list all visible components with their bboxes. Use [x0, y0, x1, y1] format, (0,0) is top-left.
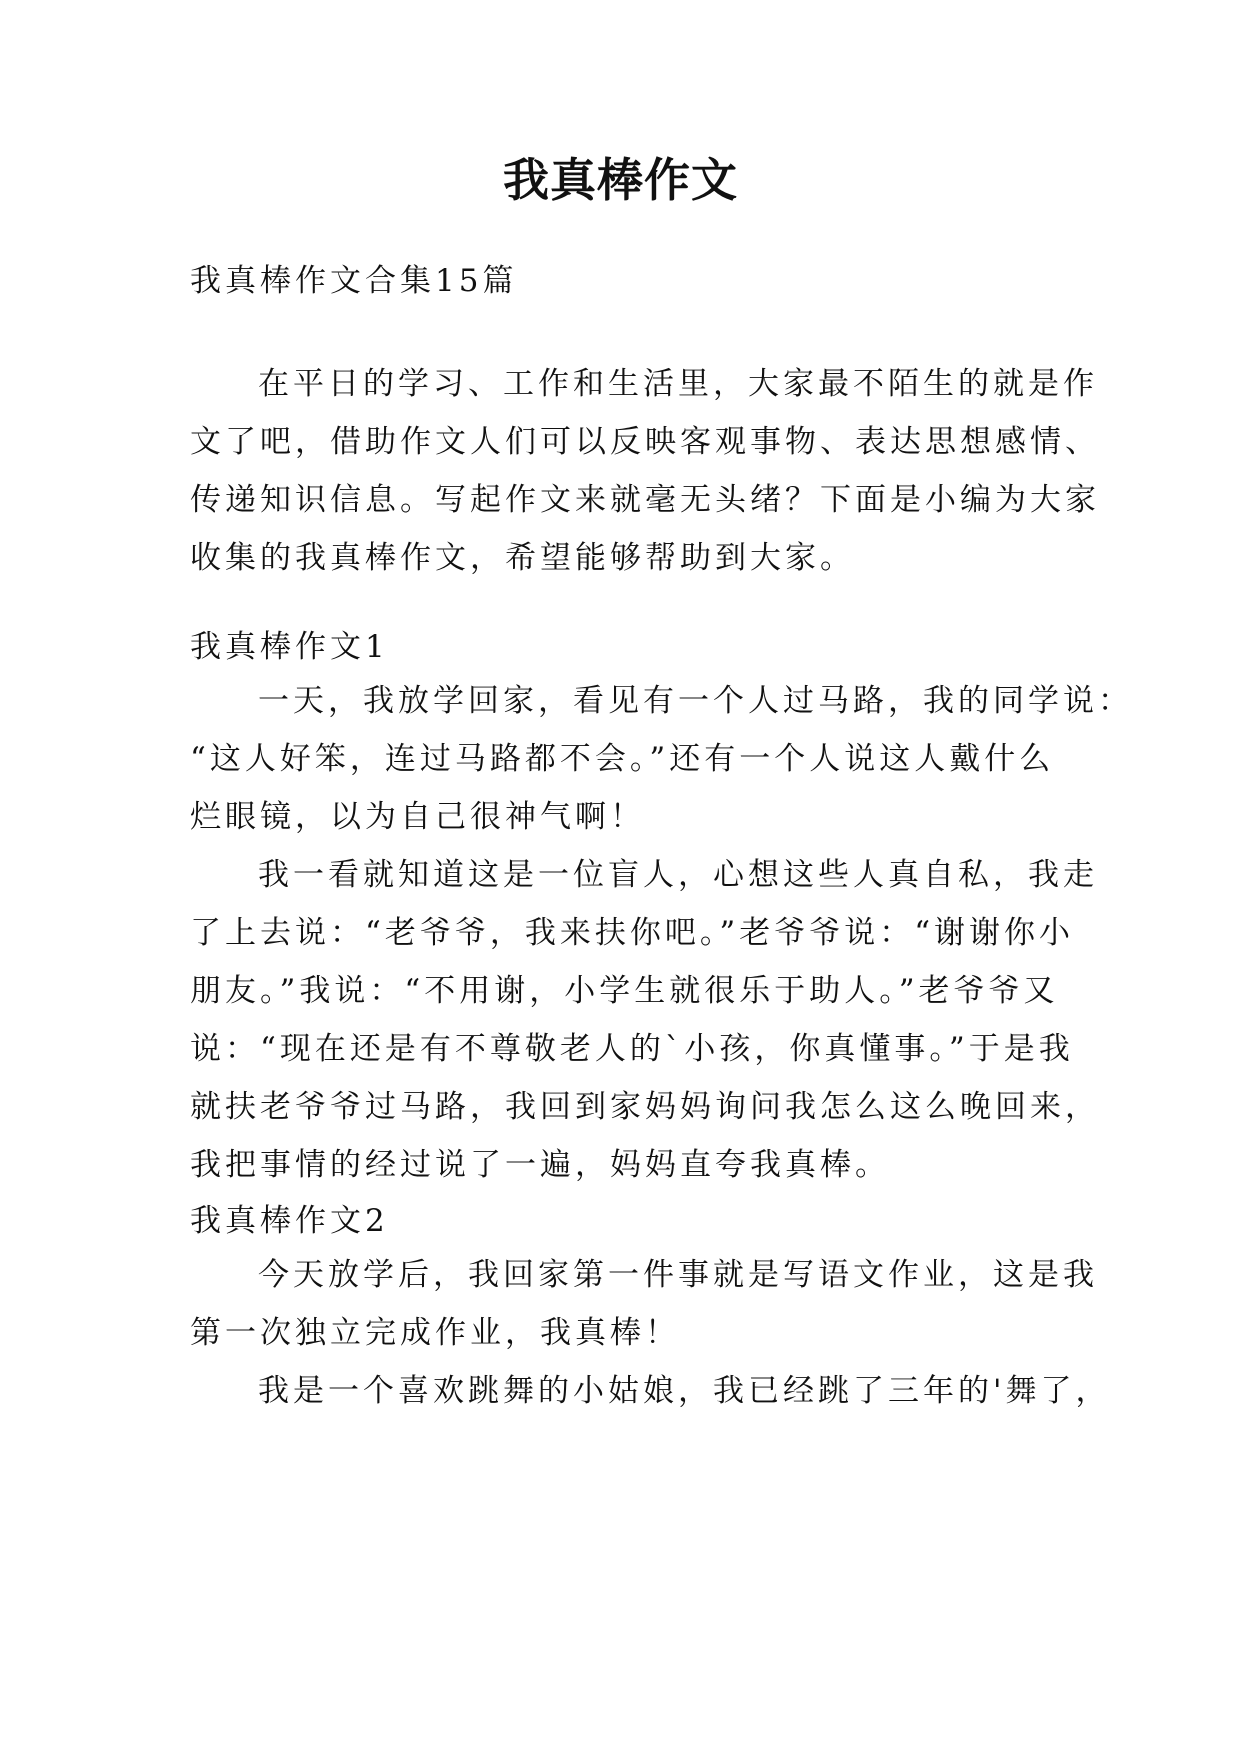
essay-2-line: 我是一个喜欢跳舞的小姑娘，我已经跳了三年的'舞了，	[258, 1373, 1111, 1409]
essay-1-line: 了上去说：“老爷爷，我来扶你吧。”老爷爷说：“谢谢你小	[190, 915, 1075, 951]
essay-1-line: 我一看就知道这是一位盲人，心想这些人真自私，我走	[258, 857, 1098, 893]
essay-1-body	[190, 672, 1133, 1194]
collection-subtitle: 我真棒作文合集15篇	[190, 263, 518, 299]
essay-2-line: 今天放学后，我回家第一件事就是写语文作业，这是我	[258, 1257, 1098, 1293]
intro-line: 传递知识信息。写起作文来就毫无头绪？下面是小编为大家	[190, 482, 1100, 518]
essay-1-line: 一天，我放学回家，看见有一个人过马路，我的同学说：	[258, 683, 1133, 719]
intro-paragraph	[190, 355, 1100, 587]
essay-1-line: 我把事情的经过说了一遍，妈妈直夸我真棒。	[190, 1147, 890, 1183]
essay-1-line: 说：“现在还是有不尊敬老人的`小孩，你真懂事。”于是我	[190, 1031, 1074, 1067]
intro-line: 在平日的学习、工作和生活里，大家最不陌生的就是作	[258, 366, 1098, 402]
essay-2-body	[190, 1246, 1111, 1420]
intro-line: 收集的我真棒作文，希望能够帮助到大家。	[190, 540, 855, 576]
essay-1-heading: 我真棒作文1	[190, 629, 389, 665]
essay-1-line: 就扶老爷爷过马路，我回到家妈妈询问我怎么这么晚回来，	[190, 1089, 1100, 1125]
essay-1-line: 朋友。”我说：“不用谢，小学生就很乐于助人。”老爷爷又	[190, 973, 1059, 1009]
essay-2-line: 第一次独立完成作业，我真棒！	[190, 1315, 680, 1351]
essay-1-line: 烂眼镜，以为自己很神气啊！	[190, 799, 645, 835]
document-title: 我真棒作文	[503, 153, 738, 207]
essay-2-heading: 我真棒作文2	[190, 1203, 389, 1239]
intro-line: 文了吧，借助作文人们可以反映客观事物、表达思想感情、	[190, 424, 1100, 460]
essay-1-line: “这人好笨，连过马路都不会。”还有一个人说这人戴什么	[190, 741, 1055, 777]
